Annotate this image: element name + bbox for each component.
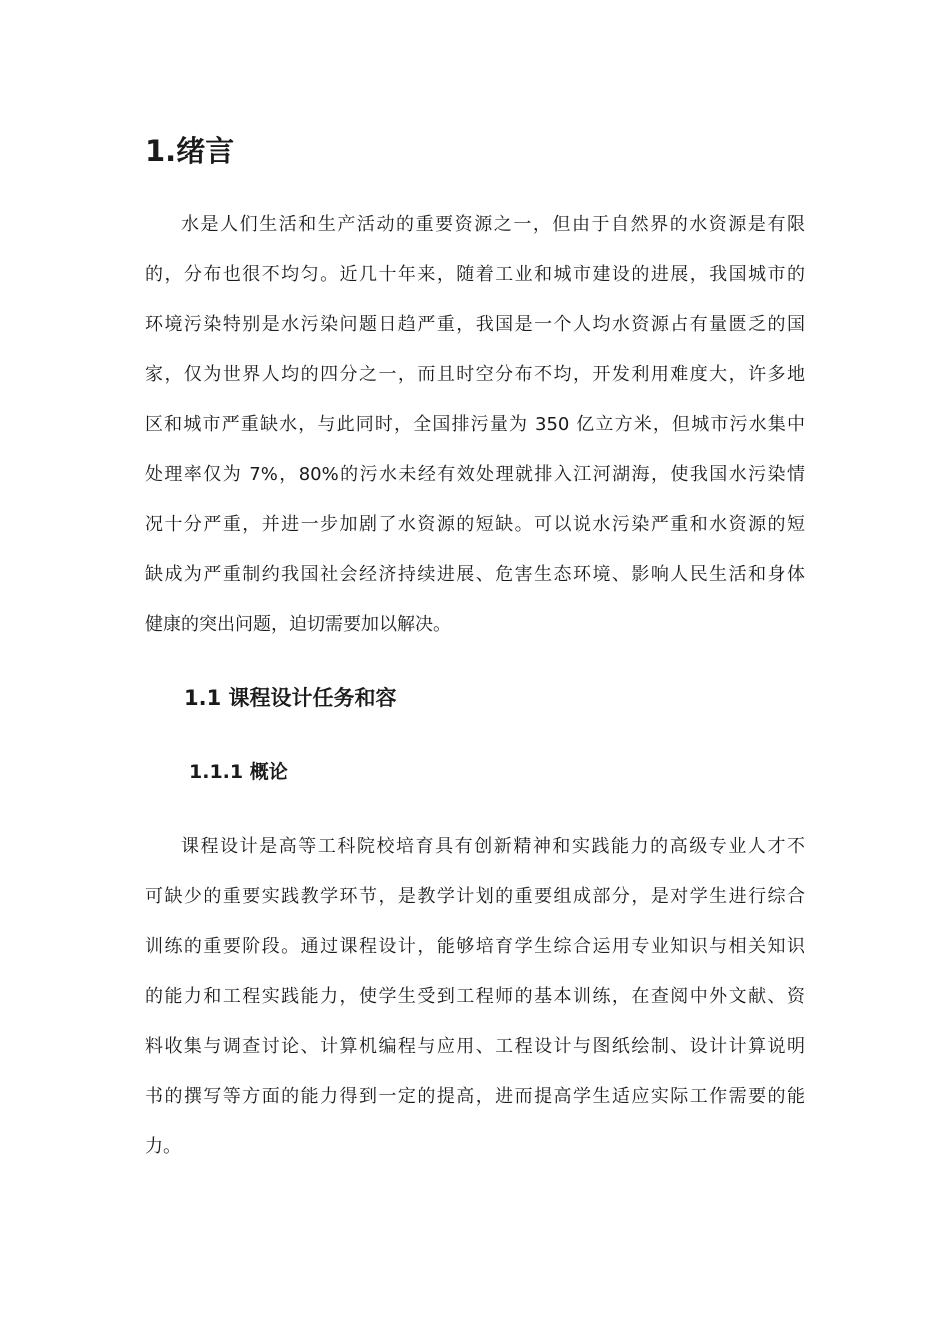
paragraph-line: 水是人们生活和生产活动的重要资源之一，但由于自然界的水资源是有限 xyxy=(181,214,805,235)
subsection-heading: 1.1.1 概论 xyxy=(189,761,288,783)
paragraph-line: 的，分布也很不均匀。近几十年来，随着工业和城市建设的进展，我国城市的 xyxy=(145,264,805,285)
chapter-heading: 1.绪言 xyxy=(145,134,235,168)
paragraph-line: 训练的重要阶段。通过课程设计，能够培育学生综合运用专业知识与相关知识 xyxy=(145,936,805,957)
paragraph-line: 力。 xyxy=(145,1136,181,1157)
paragraph-line: 课程设计是高等工科院校培育具有创新精神和实践能力的高级专业人才不 xyxy=(181,836,805,857)
section-heading: 1.1 课程设计任务和容 xyxy=(184,686,397,710)
paragraph-line: 环境污染特别是水污染问题日趋严重，我国是一个人均水资源占有量匮乏的国 xyxy=(145,314,805,335)
paragraph-line: 料收集与调查讨论、计算机编程与应用、工程设计与图纸绘制、设计计算说明 xyxy=(145,1036,805,1057)
intro-paragraph xyxy=(145,200,805,650)
overview-paragraph xyxy=(145,822,805,1172)
paragraph-line: 可缺少的重要实践教学环节，是教学计划的重要组成部分，是对学生进行综合 xyxy=(145,886,805,907)
paragraph-line: 处理率仅为 7%，80%的污水未经有效处理就排入江河湖海，使我国水污染情 xyxy=(145,464,805,485)
paragraph-line: 的能力和工程实践能力，使学生受到工程师的基本训练，在查阅中外文献、资 xyxy=(145,986,805,1007)
paragraph-line: 区和城市严重缺水，与此同时，全国排污量为 350 亿立方米，但城市污水集中 xyxy=(145,414,805,435)
paragraph-line: 健康的突出问题，迫切需要加以解决。 xyxy=(145,614,451,635)
paragraph-line: 缺成为严重制约我国社会经济持续进展、危害生态环境、影响人民生活和身体 xyxy=(145,564,805,585)
paragraph-line: 书的撰写等方面的能力得到一定的提高，进而提高学生适应实际工作需要的能 xyxy=(145,1086,805,1107)
paragraph-line: 家，仅为世界人均的四分之一，而且时空分布不均，开发利用难度大，许多地 xyxy=(145,364,805,385)
paragraph-line: 况十分严重，并进一步加剧了水资源的短缺。可以说水污染严重和水资源的短 xyxy=(145,514,805,535)
